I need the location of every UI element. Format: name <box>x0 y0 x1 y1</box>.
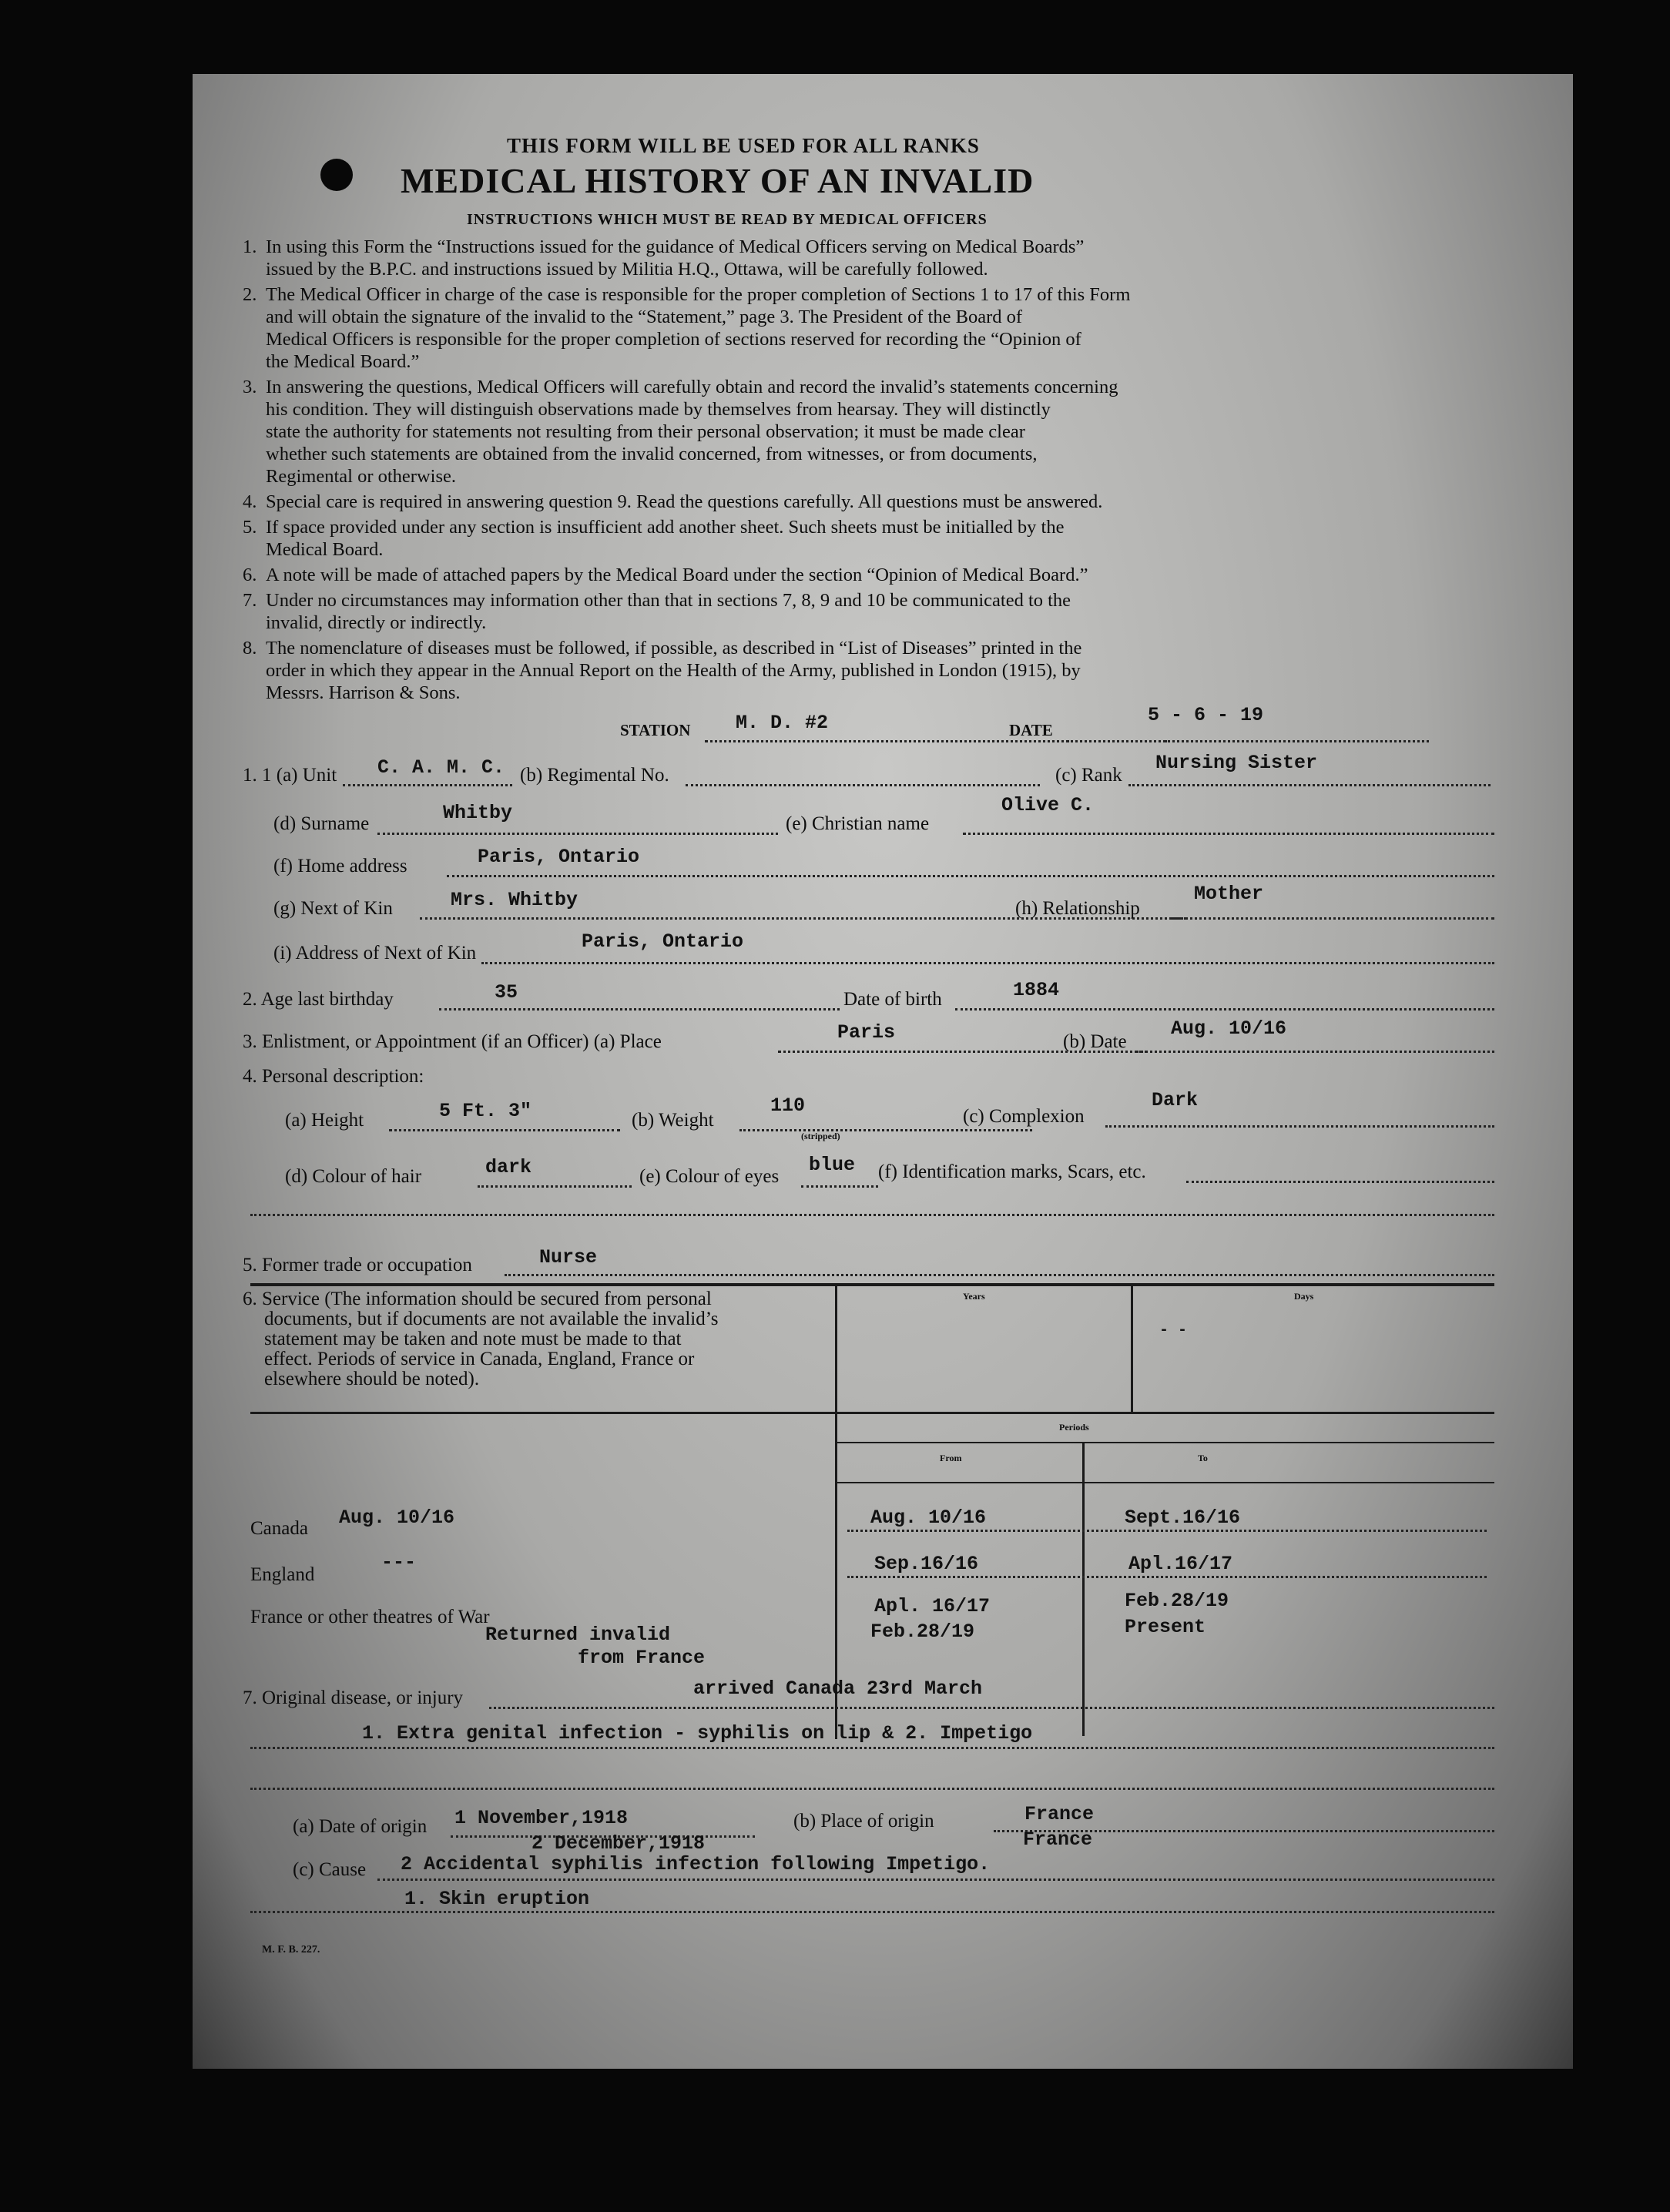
service-label <box>243 1289 718 1389</box>
instruction-4 <box>243 491 1521 513</box>
instruction-3 <box>243 376 1521 488</box>
age-label: 2. Age last birthday <box>243 989 394 1010</box>
service-label-line: 6. Service (The information should be secured from personal <box>243 1289 712 1309</box>
address-nok-line <box>481 962 1494 964</box>
instruction-number: 6. <box>243 565 257 585</box>
age-line <box>439 1008 840 1010</box>
height-value: 5 Ft. 3" <box>439 1100 532 1122</box>
address-nok-label: (i) Address of Next of Kin <box>273 943 477 964</box>
relationship-label: (h) Relationship <box>1015 898 1140 919</box>
home-address-value: Paris, Ontario <box>478 846 640 868</box>
period-to-3: Feb.28/19 <box>1125 1590 1229 1612</box>
period-to-1: Sept.16/16 <box>1125 1507 1241 1529</box>
returned-invalid-2: from France <box>578 1647 706 1669</box>
cause-line-2 <box>250 1911 1494 1913</box>
date-origin-2: 2 December,1918 <box>532 1832 706 1855</box>
dob-value: 1884 <box>1013 979 1060 1001</box>
cause-line <box>377 1879 1494 1881</box>
place-origin-label: (b) Place of origin <box>793 1811 934 1832</box>
instruction-2 <box>243 283 1521 373</box>
hair-line <box>478 1185 632 1188</box>
place-origin-2: France <box>1023 1828 1093 1851</box>
date-label: DATE <box>1009 721 1053 739</box>
instruction-line: Special care is required in answering question 9. Read the questions carefully. All questions must be answered. <box>266 491 1103 512</box>
france-label: France or other theatres of War <box>250 1607 490 1627</box>
stripped-note: (stripped) <box>801 1131 840 1141</box>
weight-line <box>739 1129 1032 1131</box>
punch-hole <box>320 159 353 191</box>
enlistment-label: 3. Enlistment, or Appointment (if an Officer) (a) Place <box>243 1031 662 1052</box>
original-line <box>489 1707 1494 1709</box>
home-address-label: (f) Home address <box>273 856 407 876</box>
instruction-7 <box>243 589 1521 634</box>
relationship-value: Mother <box>1194 883 1264 905</box>
christian-name-line <box>963 833 1494 835</box>
instruction-line: Medical Officers is responsible for the proper completion of sections reserved for recording the “Opinion of <box>266 329 1081 350</box>
instruction-1 <box>243 236 1521 280</box>
service-top-rule <box>250 1283 1494 1286</box>
hair-value: dark <box>485 1156 532 1178</box>
next-of-kin-label: (g) Next of Kin <box>273 898 393 919</box>
service-label-line: statement may be taken and note must be made to that <box>264 1329 682 1349</box>
instruction-line: invalid, directly or indirectly. <box>266 612 487 633</box>
instruction-number: 8. <box>243 638 257 659</box>
service-rule-2 <box>250 1412 1494 1414</box>
rank-value: Nursing Sister <box>1155 752 1318 774</box>
period-from-4: Feb.28/19 <box>870 1620 975 1643</box>
instruction-number: 5. <box>243 517 257 538</box>
years-header: Years <box>963 1291 985 1302</box>
instruction-line: A note will be made of attached papers by the Medical Board under the section “Opinion of Medical Board.” <box>266 565 1088 585</box>
regimental-no-line <box>686 784 1040 786</box>
instruction-line: his condition. They will distinguish observations made by themselves from hearsay. They will distinctly <box>266 399 1051 420</box>
dob-label: Date of birth <box>843 989 942 1010</box>
instruction-line: whether such statements are obtained from the invalid concerned, from witnesses, or from documents, <box>266 444 1038 464</box>
age-value: 35 <box>495 981 518 1004</box>
relationship-line <box>1171 917 1494 920</box>
instruction-number: 7. <box>243 590 257 611</box>
trade-line <box>505 1274 1494 1276</box>
period-to-4: Present <box>1125 1616 1206 1638</box>
period-from-1: Aug. 10/16 <box>870 1507 987 1529</box>
instruction-line: If space provided under any section is insufficient add another sheet. Such sheets must be initialled by the <box>266 517 1065 538</box>
instruction-line: Medical Board. <box>266 539 384 560</box>
form-subtitle: INSTRUCTIONS WHICH MUST BE READ BY MEDICAL OFFICERS <box>467 211 988 228</box>
canada-label: Canada <box>250 1518 308 1539</box>
from-header: From <box>940 1453 962 1463</box>
enlistment-place-value: Paris <box>837 1021 896 1044</box>
original-disease-label: 7. Original disease, or injury <box>243 1687 464 1708</box>
complexion-line <box>1105 1125 1494 1128</box>
form-top-line: THIS FORM WILL BE USED FOR ALL RANKS <box>507 134 980 157</box>
instruction-line: Under no circumstances may information other than that in sections 7, 8, 9 and 10 be communicated to the <box>266 590 1071 611</box>
surname-label: (d) Surname <box>273 813 370 834</box>
eyes-line <box>801 1185 878 1188</box>
trade-value: Nurse <box>539 1246 598 1269</box>
home-address-line <box>447 875 1494 877</box>
instruction-line: Regimental or otherwise. <box>266 466 456 487</box>
weight-value: 110 <box>770 1094 806 1117</box>
regimental-no-label: (b) Regimental No. <box>520 765 669 786</box>
next-of-kin-value: Mrs. Whitby <box>451 889 578 911</box>
instruction-number: 2. <box>243 284 257 305</box>
instruction-line: In using this Form the “Instructions issued for the guidance of Medical Officers serving on Medical Boards” <box>266 236 1085 257</box>
hair-label: (d) Colour of hair <box>285 1166 422 1187</box>
enlist-date-label: (b) Date <box>1063 1031 1127 1052</box>
form-title: MEDICAL HISTORY OF AN INVALID <box>401 161 1035 200</box>
instruction-line: state the authority for statements not resulting from their personal observation; it must be made clear <box>266 421 1025 442</box>
surname-value: Whitby <box>443 802 513 824</box>
unit-value: C. A. M. C. <box>377 756 505 779</box>
instruction-list <box>243 236 1521 704</box>
trade-label: 5. Former trade or occupation <box>243 1255 472 1275</box>
place-origin-1: France <box>1024 1803 1095 1825</box>
period-to-2: Apl.16/17 <box>1128 1553 1233 1575</box>
form-sheet <box>193 74 1573 2069</box>
instruction-line: and will obtain the signature of the invalid to the “Statement,” page 3. The President of the Board of <box>266 307 1023 327</box>
service-label-line: documents, but if documents are not available the invalid’s <box>264 1309 719 1329</box>
disease-line-2 <box>250 1788 1494 1790</box>
cause-value-2: 1. Skin eruption <box>404 1888 590 1910</box>
arrived-note: arrived Canada 23rd March <box>693 1677 983 1700</box>
personal-description-label: 4. Personal description: <box>243 1066 424 1087</box>
service-label-line: elsewhere should be noted). <box>264 1369 480 1389</box>
dob-line <box>955 1008 1494 1010</box>
instruction-6 <box>243 564 1521 586</box>
days-header: Days <box>1294 1291 1314 1302</box>
eyes-value: blue <box>809 1154 856 1176</box>
cause-label: (c) Cause <box>293 1859 367 1880</box>
unit-line <box>343 784 512 786</box>
period-from-2: Sep.16/16 <box>874 1553 979 1575</box>
christian-name-label: (e) Christian name <box>786 813 930 834</box>
returned-invalid-1: Returned invalid <box>485 1624 671 1646</box>
instruction-line: order in which they appear in the Annual Report on the Health of the Army, published in London (1915), by <box>266 660 1081 681</box>
height-line <box>389 1129 620 1131</box>
to-header: To <box>1198 1453 1208 1463</box>
instruction-number: 1. <box>243 236 257 257</box>
period-from-3: Apl. 16/17 <box>874 1595 991 1617</box>
enlist-date-line <box>1136 1051 1494 1053</box>
service-vertical-fromto <box>1082 1443 1085 1736</box>
disease-line <box>250 1747 1494 1749</box>
weight-label: (b) Weight <box>632 1110 714 1131</box>
service-vertical-left <box>835 1285 837 1739</box>
marks-label: (f) Identification marks, Scars, etc. <box>878 1161 1146 1182</box>
height-label: (a) Height <box>285 1110 364 1131</box>
instruction-line: The nomenclature of diseases must be followed, if possible, as described in “List of Diseases” printed in the <box>266 638 1082 659</box>
instruction-line: The Medical Officer in charge of the case is responsible for the proper completion of Sections 1 to 17 of this Form <box>266 284 1131 305</box>
eyes-label: (e) Colour of eyes <box>639 1166 780 1187</box>
address-nok-value: Paris, Ontario <box>582 930 744 953</box>
marks-line <box>1186 1181 1494 1183</box>
instruction-5 <box>243 516 1521 561</box>
date-origin-label: (a) Date of origin <box>293 1816 428 1837</box>
station-label: STATION <box>620 721 691 739</box>
canada-value: Aug. 10/16 <box>339 1507 455 1529</box>
date-value: 5 - 6 - 19 <box>1148 704 1264 726</box>
service-periods-rule <box>835 1442 1494 1443</box>
days-value: - - <box>1159 1322 1188 1339</box>
instruction-8 <box>243 637 1521 704</box>
period-line-2 <box>847 1576 1487 1578</box>
periods-header: Periods <box>1059 1422 1089 1433</box>
surname-line <box>377 833 778 835</box>
service-fromto-rule <box>835 1482 1494 1483</box>
date-line <box>1067 740 1429 742</box>
enlist-date-value: Aug. 10/16 <box>1171 1017 1287 1040</box>
disease-value: 1. Extra genital infection - syphilis on lip & 2. Impetigo <box>362 1722 1033 1744</box>
instruction-number: 4. <box>243 491 257 512</box>
service-label-line: effect. Periods of service in Canada, England, France or <box>264 1349 695 1369</box>
instruction-line: In answering the questions, Medical Officers will carefully obtain and record the invalid’s statements concerning <box>266 377 1118 397</box>
form-number: M. F. B. 227. <box>262 1944 320 1956</box>
service-vertical-mid <box>1131 1285 1133 1413</box>
instruction-line: Messrs. Harrison & Sons. <box>266 682 461 703</box>
period-line-1 <box>847 1530 1487 1532</box>
cause-value-1: 2 Accidental syphilis infection following Impetigo. <box>401 1853 991 1875</box>
date-origin-1: 1 November,1918 <box>454 1807 629 1829</box>
instruction-number: 3. <box>243 377 257 397</box>
complexion-value: Dark <box>1152 1089 1199 1111</box>
rank-line <box>1128 784 1491 786</box>
christian-name-value: Olive C. <box>1001 794 1095 816</box>
station-value: M. D. #2 <box>736 712 829 734</box>
complexion-label: (c) Complexion <box>963 1106 1085 1127</box>
marks-line-2 <box>250 1214 1494 1216</box>
england-value: --- <box>381 1551 417 1574</box>
england-label: England <box>250 1564 315 1585</box>
unit-label: 1. 1 (a) Unit <box>243 765 337 786</box>
rank-label: (c) Rank <box>1055 765 1122 786</box>
instruction-line: the Medical Board.” <box>266 351 420 372</box>
instruction-line: issued by the B.P.C. and instructions issued by Militia H.Q., Ottawa, will be carefully followed. <box>266 259 988 280</box>
